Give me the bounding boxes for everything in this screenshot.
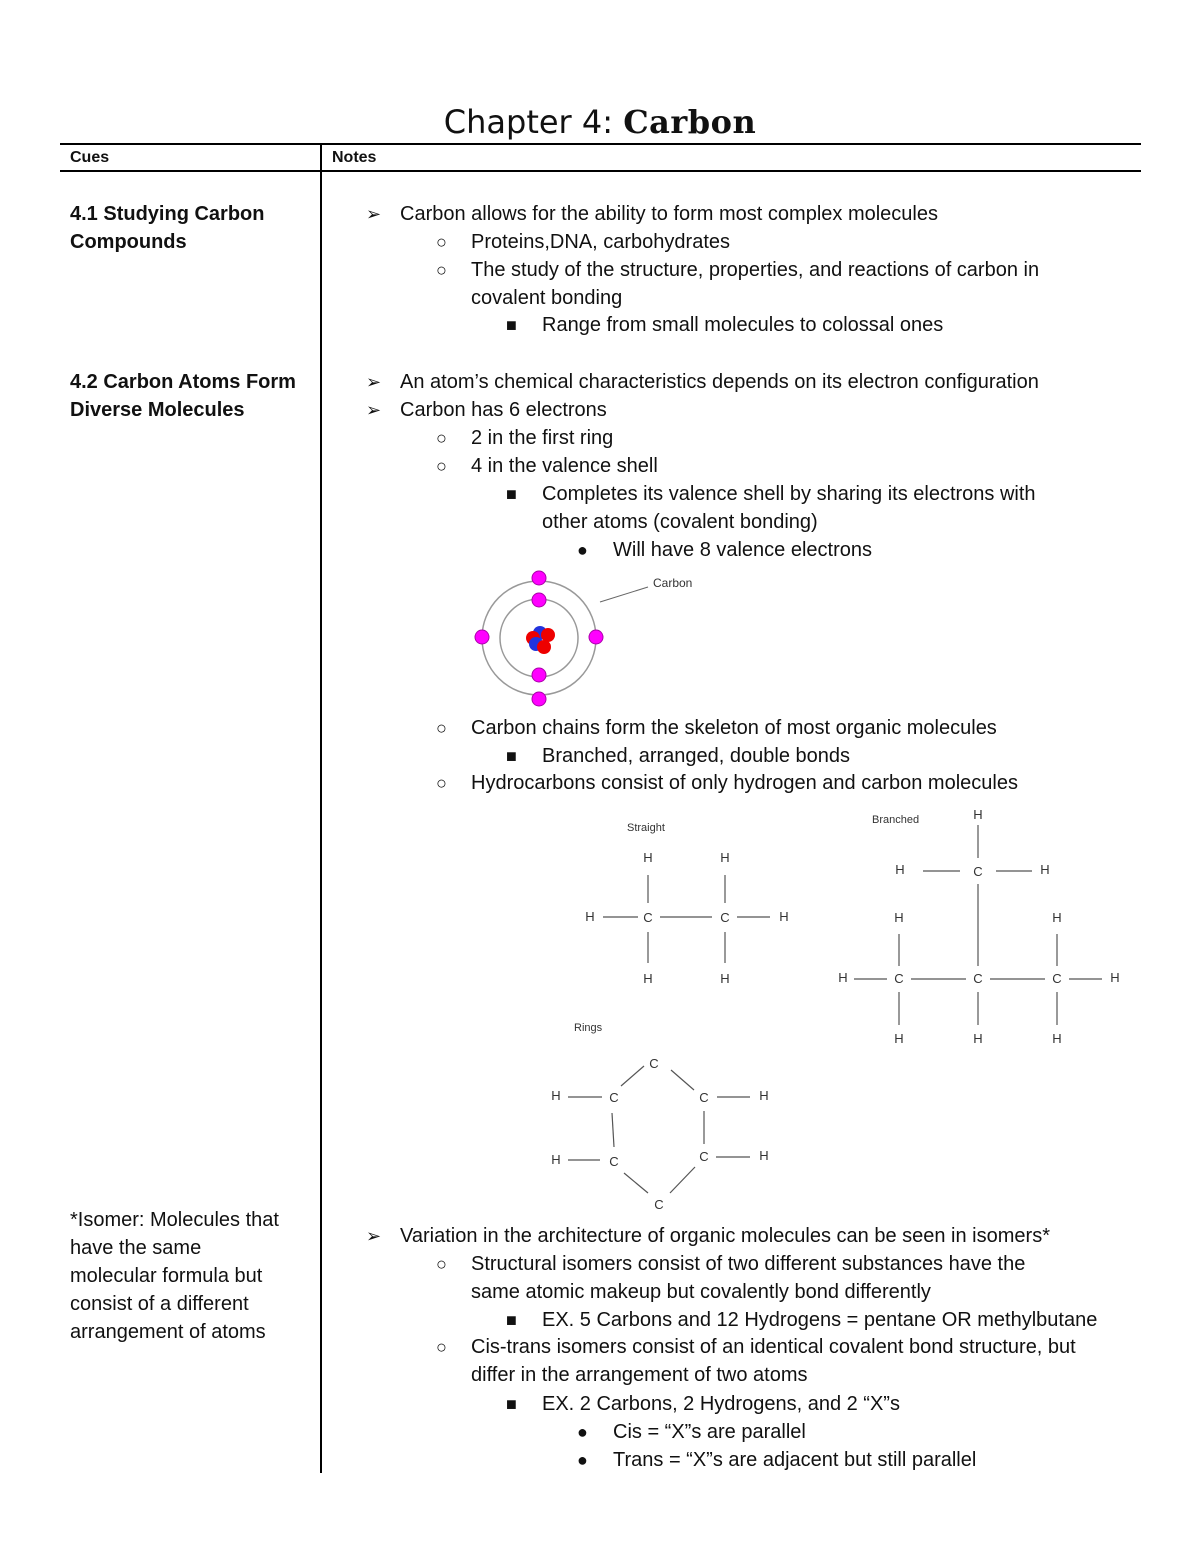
note-item-level-3: Branched, arranged, double bonds (542, 745, 851, 767)
hydrogen-atom-label: H (551, 1088, 561, 1103)
carbon-atom-label: C (643, 910, 653, 925)
table-top-rule (60, 143, 1141, 145)
bullet-marker-level-2: ○ (436, 456, 447, 476)
carbon-atom-label: C (894, 971, 904, 986)
hydrogen-atom-label: H (720, 971, 730, 986)
hydrogen-atom-label: H (894, 1031, 904, 1046)
note-text-continuation: other atoms (covalent bonding) (542, 511, 818, 533)
carbon-atom-label: C (609, 1090, 619, 1105)
straight-label: Straight (627, 822, 665, 834)
note-item-level-3: Completes its valence shell by sharing its electrons with (542, 483, 1036, 505)
hydrogen-atom-label: H (895, 862, 905, 877)
bullet-marker-level-1: ➢ (366, 204, 382, 224)
hydrogen-atom-label: H (1040, 862, 1050, 877)
cues-column-header: Cues (70, 149, 110, 166)
electron (532, 692, 546, 706)
hydrogen-atom-label: H (838, 970, 848, 985)
hydrogen-atom-label: H (585, 909, 595, 924)
note-item-level-4: Will have 8 valence electrons (613, 539, 873, 561)
bullet-marker-level-3: ■ (506, 484, 517, 504)
bullet-marker-level-2: ○ (436, 1337, 447, 1357)
hydrogen-atom-label: H (1052, 910, 1062, 925)
title-prefix: Chapter 4: (443, 103, 624, 141)
hydrogen-atom-label: H (1052, 1031, 1062, 1046)
note-item-level-1: Variation in the architecture of organic molecules can be seen in isomers* (400, 1225, 1050, 1247)
cue-line: molecular formula but (70, 1265, 263, 1287)
cue-line: 4.2 Carbon Atoms Form (70, 371, 296, 393)
hydrogen-atom-label: H (759, 1148, 769, 1163)
note-item-level-2: Cis-trans isomers consist of an identical covalent bond structure, but (471, 1336, 1076, 1358)
note-item-level-2: 4 in the valence shell (471, 455, 658, 477)
hydrogen-atom-label: H (643, 971, 653, 986)
cue-line: 4.1 Studying Carbon (70, 203, 265, 225)
bullet-marker-level-2: ○ (436, 1254, 447, 1274)
note-item-level-2: The study of the structure, properties, and reactions of carbon in (471, 259, 1040, 281)
electron (532, 593, 546, 607)
electron (532, 571, 546, 585)
bullet-marker-level-4: ● (577, 540, 588, 560)
hydrocarbon-figure (540, 800, 1140, 1220)
branched-label: Branched (872, 814, 920, 826)
note-item-level-4: Trans = “X”s are adjacent but still parallel (613, 1449, 977, 1471)
nucleus (526, 626, 555, 654)
carbon-atom-label: C (699, 1090, 709, 1105)
cue-line: consist of a different (70, 1293, 249, 1315)
bullet-marker-level-2: ○ (436, 773, 447, 793)
note-item-level-2: 2 in the first ring (471, 427, 614, 449)
carbon-atom-label: C (699, 1149, 709, 1164)
hydrogen-atom-label: H (1110, 970, 1120, 985)
page-title (0, 100, 1200, 144)
bond-lines (568, 825, 1102, 1193)
hydrogen-atom-label: H (894, 910, 904, 925)
bullet-marker-level-2: ○ (436, 260, 447, 280)
table-header-rule (60, 170, 1141, 172)
carbon-atom-label: C (609, 1154, 619, 1169)
carbon-atom-figure (470, 565, 720, 715)
carbon-atom-label: C (654, 1197, 664, 1212)
title-emphasis: Carbon (623, 103, 757, 141)
note-item-level-2: Structural isomers consist of two different substances have the (471, 1253, 1026, 1275)
cue-line: Diverse Molecules (70, 399, 245, 421)
bullet-marker-level-3: ■ (506, 1394, 517, 1414)
cue-section-4-1 (70, 200, 315, 256)
note-item-level-2: Proteins,DNA, carbohydrates (471, 231, 731, 253)
bullet-marker-level-1: ➢ (366, 1226, 382, 1246)
cue-line: have the same (70, 1237, 202, 1259)
note-item-level-4: Cis = “X”s are parallel (613, 1421, 806, 1443)
note-item-level-1: Carbon allows for the ability to form most complex molecules (400, 203, 938, 225)
note-item-level-3: EX. 2 Carbons, 2 Hydrogens, and 2 “X”s (542, 1393, 900, 1415)
cue-line: *Isomer: Molecules that (70, 1209, 279, 1231)
column-divider (320, 143, 322, 1473)
notes-column-header: Notes (332, 149, 377, 166)
rings-label: Rings (574, 1022, 603, 1034)
bullet-marker-level-3: ■ (506, 746, 517, 766)
bullet-marker-level-3: ■ (506, 315, 517, 335)
cue-line: arrangement of atoms (70, 1321, 266, 1343)
label-leader-line (600, 587, 648, 602)
cue-isomer-definition (70, 1206, 315, 1346)
bullet-marker-level-1: ➢ (366, 400, 382, 420)
carbon-atom-label: C (973, 971, 983, 986)
hydrogen-atom-label: H (973, 807, 983, 822)
note-item-level-3: EX. 5 Carbons and 12 Hydrogens = pentane OR methylbutane (542, 1309, 1098, 1331)
hydrogen-atom-label: H (551, 1152, 561, 1167)
hydrogen-atom-label: H (779, 909, 789, 924)
hydrogen-atom-label: H (759, 1088, 769, 1103)
note-item-level-3: Range from small molecules to colossal ones (542, 314, 944, 336)
note-text-continuation: differ in the arrangement of two atoms (471, 1364, 808, 1386)
bullet-marker-level-4: ● (577, 1450, 588, 1470)
bullet-marker-level-4: ● (577, 1422, 588, 1442)
bullet-marker-level-2: ○ (436, 232, 447, 252)
proton (541, 628, 555, 642)
hydrogen-atom-label: H (720, 850, 730, 865)
bullet-marker-level-3: ■ (506, 1310, 517, 1330)
note-text-continuation: same atomic makeup but covalently bond differently (471, 1281, 931, 1303)
carbon-atom-label: C (649, 1056, 659, 1071)
cue-line: Compounds (70, 231, 187, 253)
electron (475, 630, 489, 644)
cue-section-4-2 (70, 368, 315, 424)
hydrogen-atom-label: H (973, 1031, 983, 1046)
hydrogen-atom-label: H (643, 850, 653, 865)
carbon-atom-label: C (720, 910, 730, 925)
note-text-continuation: covalent bonding (471, 287, 623, 309)
electron (532, 668, 546, 682)
note-item-level-1: An atom’s chemical characteristics depends on its electron configuration (400, 371, 1039, 393)
atom-label: Carbon (653, 576, 693, 590)
carbon-atom-label: C (973, 864, 983, 879)
proton (537, 640, 551, 654)
note-item-level-1: Carbon has 6 electrons (400, 399, 607, 421)
bullet-marker-level-2: ○ (436, 428, 447, 448)
note-item-level-2: Hydrocarbons consist of only hydrogen and carbon molecules (471, 772, 1018, 794)
bullet-marker-level-2: ○ (436, 718, 447, 738)
electron (589, 630, 603, 644)
note-item-level-2: Carbon chains form the skeleton of most organic molecules (471, 717, 997, 739)
bullet-marker-level-1: ➢ (366, 372, 382, 392)
carbon-atom-label: C (1052, 971, 1062, 986)
